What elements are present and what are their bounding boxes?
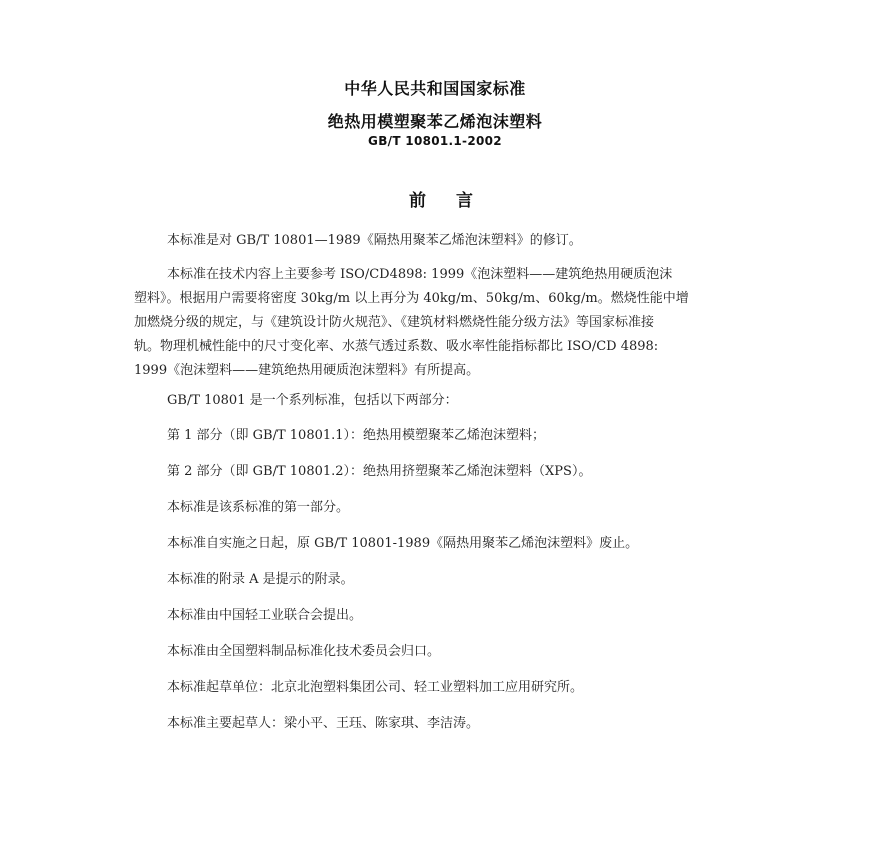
standard-number: GB/T 10801.1-2002 (368, 134, 502, 148)
paragraph-line: 轨。物理机械性能中的尺寸变化率、水蒸气透过系数、吸水率性能指标都比 ISO/CD 4898: (134, 339, 659, 354)
paragraph-part-1: 第 1 部分（即 GB/T 10801.1）：绝热用模塑聚苯乙烯泡沫塑料； (167, 428, 546, 443)
paragraph-supersedes: 本标准自实施之日起，原 GB/T 10801-1989《隔热用聚苯乙烯泡沫塑料》废止。 (167, 536, 639, 551)
paragraph-technical-content (134, 263, 734, 383)
paragraph-line: 本标准在技术内容上主要参考 ISO/CD4898: 1999《泡沫塑料——建筑绝热用硬质泡沫 (167, 267, 673, 282)
paragraph-drafting-units: 本标准起草单位：北京北泡塑料集团公司、轻工业塑料加工应用研究所。 (167, 680, 584, 695)
paragraph-appendix: 本标准的附录 A 是提示的附录。 (167, 572, 354, 587)
paragraph-drafters: 本标准主要起草人：梁小平、王珏、陈家琪、李洁涛。 (167, 716, 480, 731)
paragraph-line: 加燃烧分级的规定，与《建筑设计防火规范》、《建筑材料燃烧性能分级方法》等国家标准接 (134, 315, 655, 330)
paragraph-centralized-by: 本标准由全国塑料制品标准化技术委员会归口。 (167, 644, 441, 659)
paragraph-first-part: 本标准是该系标准的第一部分。 (167, 500, 350, 515)
paragraph-part-2: 第 2 部分（即 GB/T 10801.2）：绝热用挤塑聚苯乙烯泡沫塑料（XPS）。 (167, 464, 592, 479)
paragraph-proposed-by: 本标准由中国轻工业联合会提出。 (167, 608, 363, 623)
document-title-product: 绝热用模塑聚苯乙烯泡沫塑料 (327, 112, 543, 131)
paragraph-revision: 本标准是对 GB/T 10801—1989《隔热用聚苯乙烯泡沫塑料》的修订。 (167, 233, 582, 248)
document-title-country: 中华人民共和国国家标准 (344, 79, 526, 98)
paragraph-series-intro: GB/T 10801 是一个系列标准，包括以下两部分： (167, 393, 458, 408)
section-title-foreword: 前 言 (409, 191, 485, 211)
paragraph-line: 塑料》。根据用户需要将密度 30kg/m 以上再分为 40kg/m、50kg/m、60kg/m。燃烧性能中增 (134, 291, 689, 306)
paragraph-line: 1999《泡沫塑料——建筑绝热用硬质泡沫塑料》有所提高。 (134, 363, 480, 378)
